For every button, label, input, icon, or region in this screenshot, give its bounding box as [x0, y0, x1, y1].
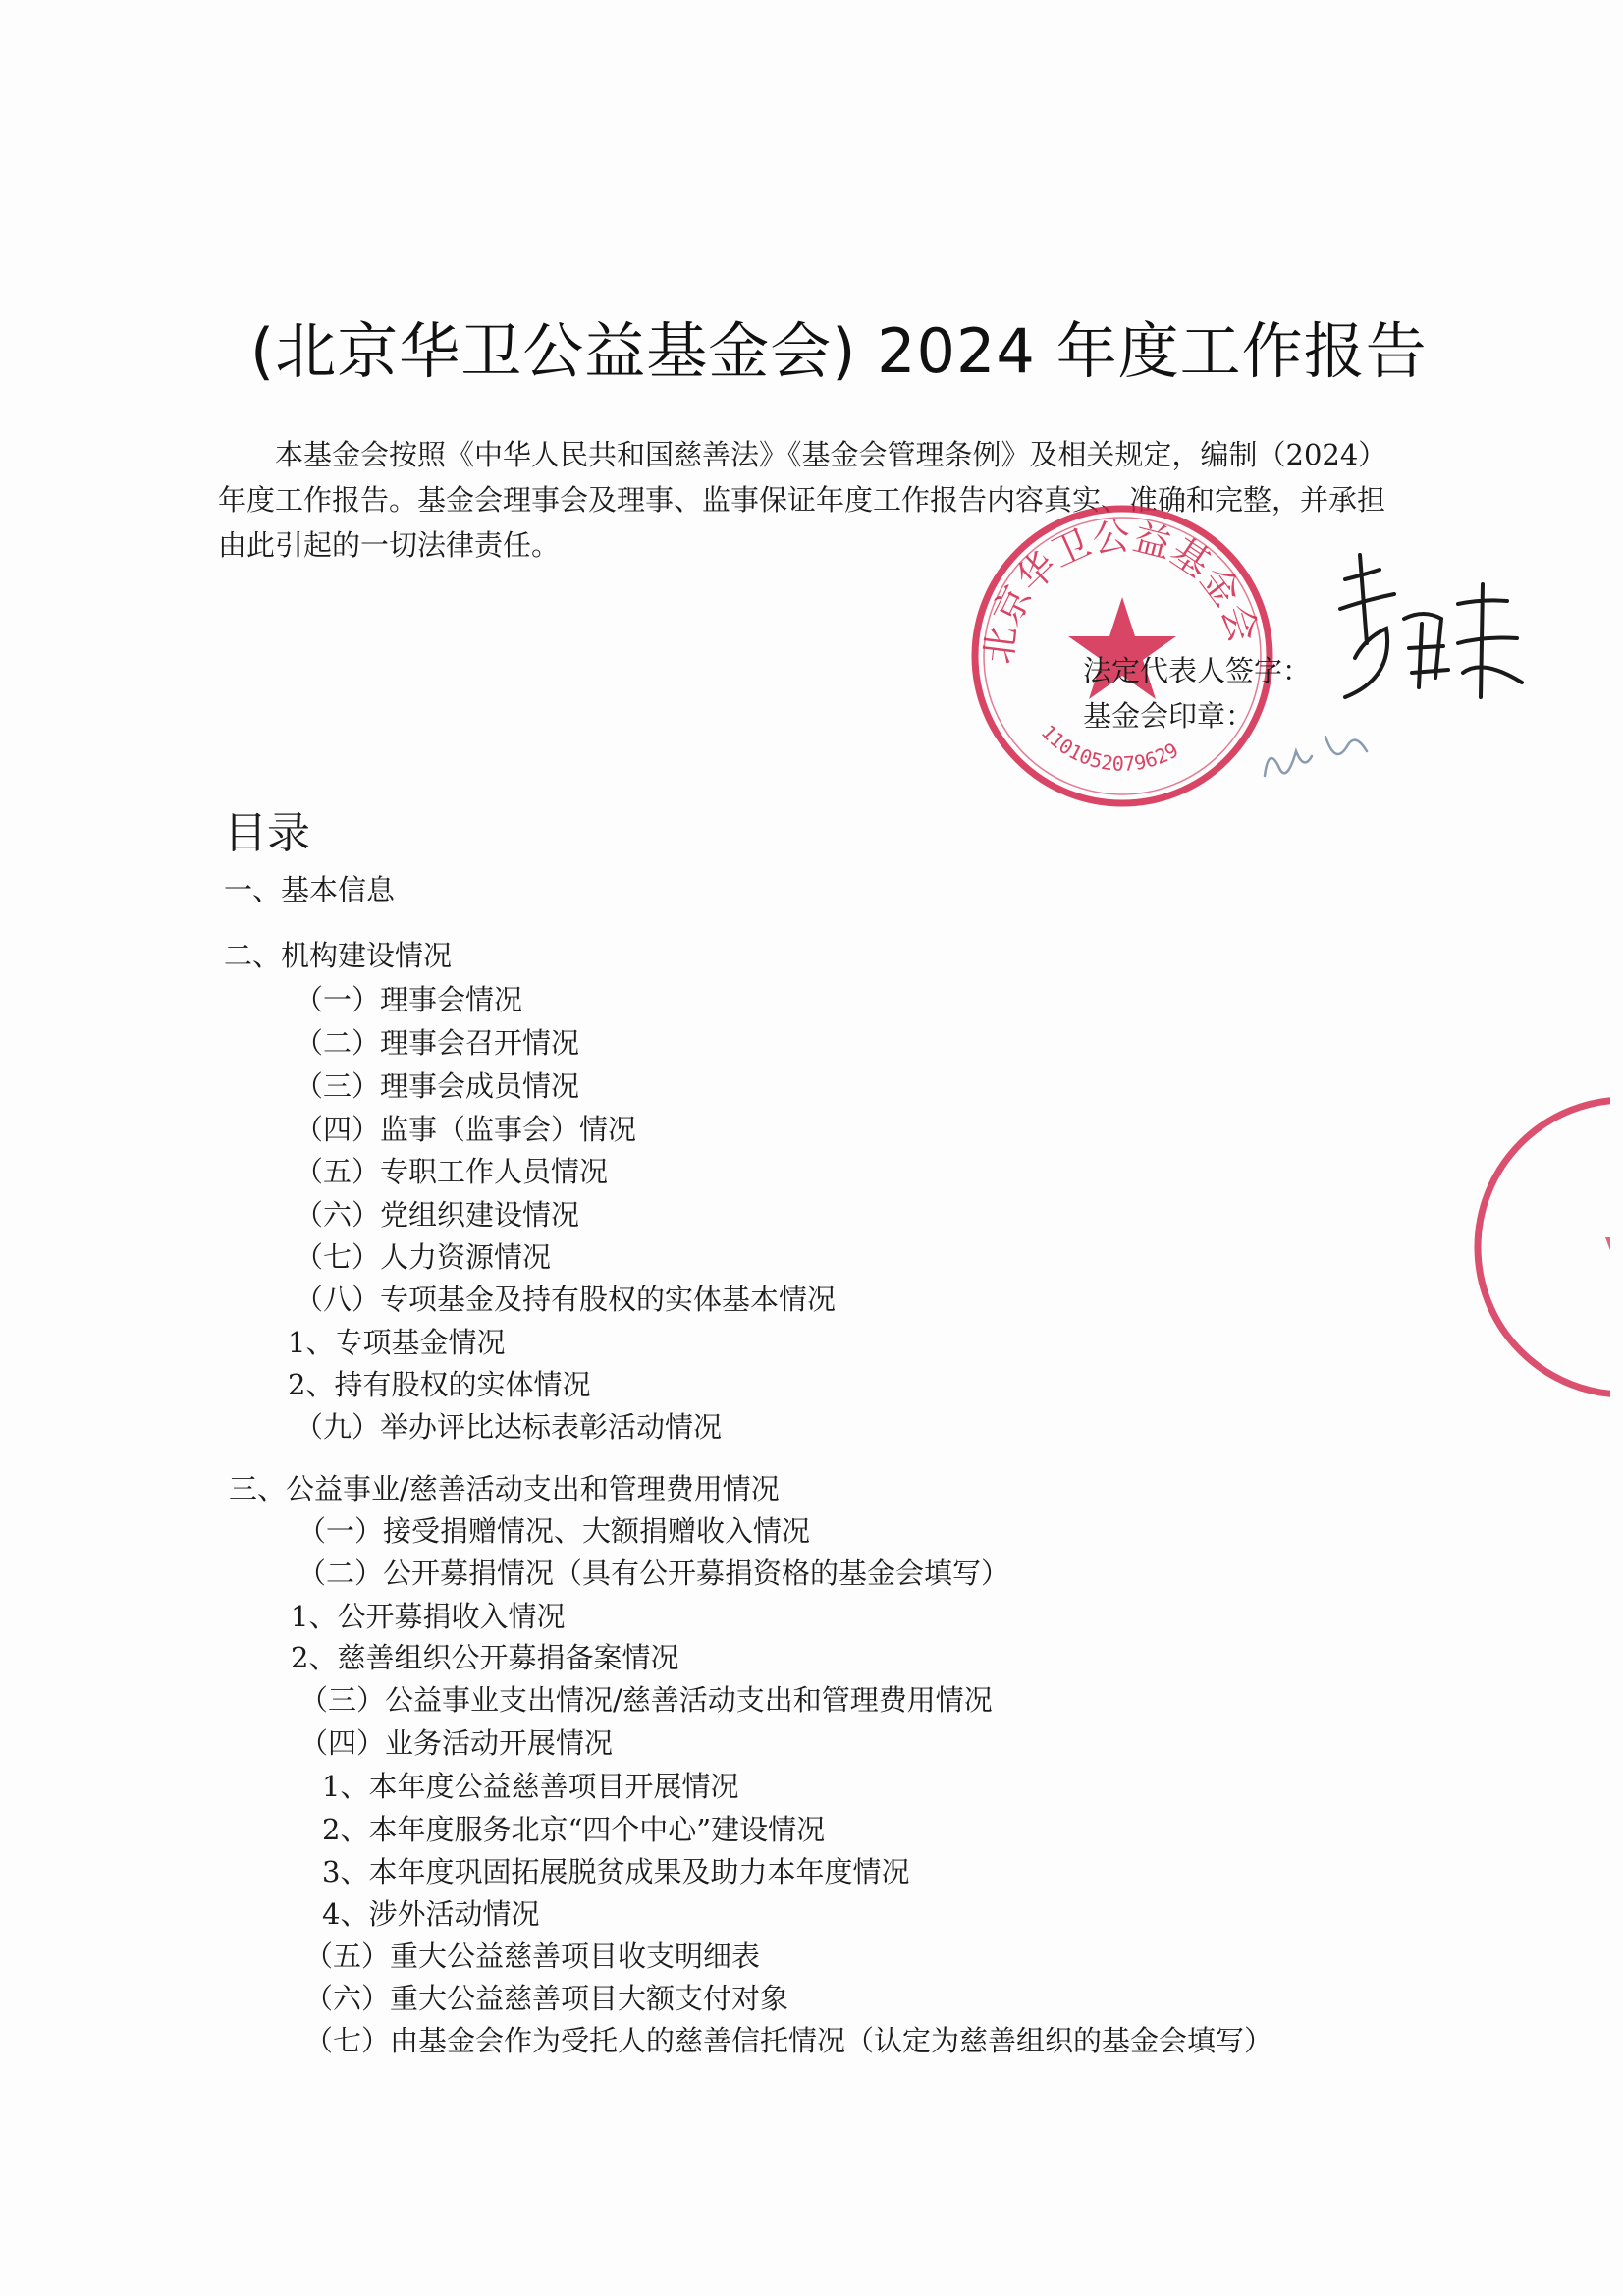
seal-code: 1101052079629: [1036, 720, 1183, 776]
toc-item: （九）举办评比达标表彰活动情况: [295, 1410, 723, 1444]
toc-item: 4、涉外活动情况: [322, 1897, 540, 1931]
toc-item: 1、专项基金情况: [288, 1326, 506, 1359]
legal-rep-signature-label: 法定代表人签字：: [1083, 654, 1312, 687]
toc-item: 1、公开募捐收入情况: [291, 1600, 566, 1633]
partial-seal-image: [1463, 1090, 1610, 1404]
pencil-scribble: [1257, 717, 1384, 795]
toc-item: （三）理事会成员情况: [295, 1069, 580, 1103]
toc-item: （二）理事会召开情况: [295, 1026, 580, 1060]
toc-item: 1、本年度公益慈善项目开展情况: [322, 1770, 739, 1803]
toc-item: （一）接受捐赠情况、大额捐赠收入情况: [298, 1514, 811, 1548]
toc-item: （七）人力资源情况: [295, 1240, 552, 1274]
seal-label: 基金会印章：: [1083, 699, 1255, 733]
toc-item: （二）公开募捐情况（具有公开募捐资格的基金会填写）: [298, 1557, 1010, 1590]
toc-item: 三、公益事业/慈善活动支出和管理费用情况: [229, 1472, 780, 1505]
toc-item: （四）业务活动开展情况: [299, 1726, 614, 1760]
toc-item: （六）党组织建设情况: [295, 1198, 580, 1231]
toc-item: （四）监事（监事会）情况: [295, 1113, 637, 1146]
toc-item: （五）重大公益慈善项目收支明细表: [304, 1940, 761, 1973]
toc-item: （七）由基金会作为受托人的慈善信托情况（认定为慈善组织的基金会填写）: [304, 2024, 1273, 2057]
toc-item: （六）重大公益慈善项目大额支付对象: [304, 1982, 789, 2015]
seal-org-name: 北京华卫公益基金会: [976, 514, 1266, 667]
toc-item: 一、基本信息: [224, 873, 396, 906]
toc-item: 3、本年度巩固拓展脱贫成果及助力本年度情况: [322, 1855, 910, 1888]
report-title: (北京华卫公益基金会) 2024 年度工作报告: [250, 315, 1428, 387]
toc-item: 二、机构建设情况: [224, 939, 453, 972]
toc-item: （三）公益事业支出情况/慈善活动支出和管理费用情况: [299, 1683, 993, 1717]
toc-item: 2、持有股权的实体情况: [288, 1368, 591, 1401]
toc-item: 2、慈善组织公开募捐备案情况: [291, 1641, 679, 1674]
toc-item: 2、本年度服务北京“四个中心”建设情况: [322, 1813, 826, 1846]
toc-heading: 目录: [224, 808, 310, 858]
toc-item: （五）专职工作人员情况: [295, 1155, 609, 1188]
toc-item: （一）理事会情况: [295, 983, 523, 1016]
intro-paragraph: 本基金会按照《中华人民共和国慈善法》《基金会管理条例》及相关规定，编制（2024）年度工作报告。基金会理事会及理事、监事保证年度工作报告内容真实、准确和完整，并承担由此引起的一切法律责任。: [218, 438, 1386, 562]
handwritten-signature: [1325, 550, 1532, 727]
toc-item: （八）专项基金及持有股权的实体基本情况: [295, 1283, 837, 1316]
